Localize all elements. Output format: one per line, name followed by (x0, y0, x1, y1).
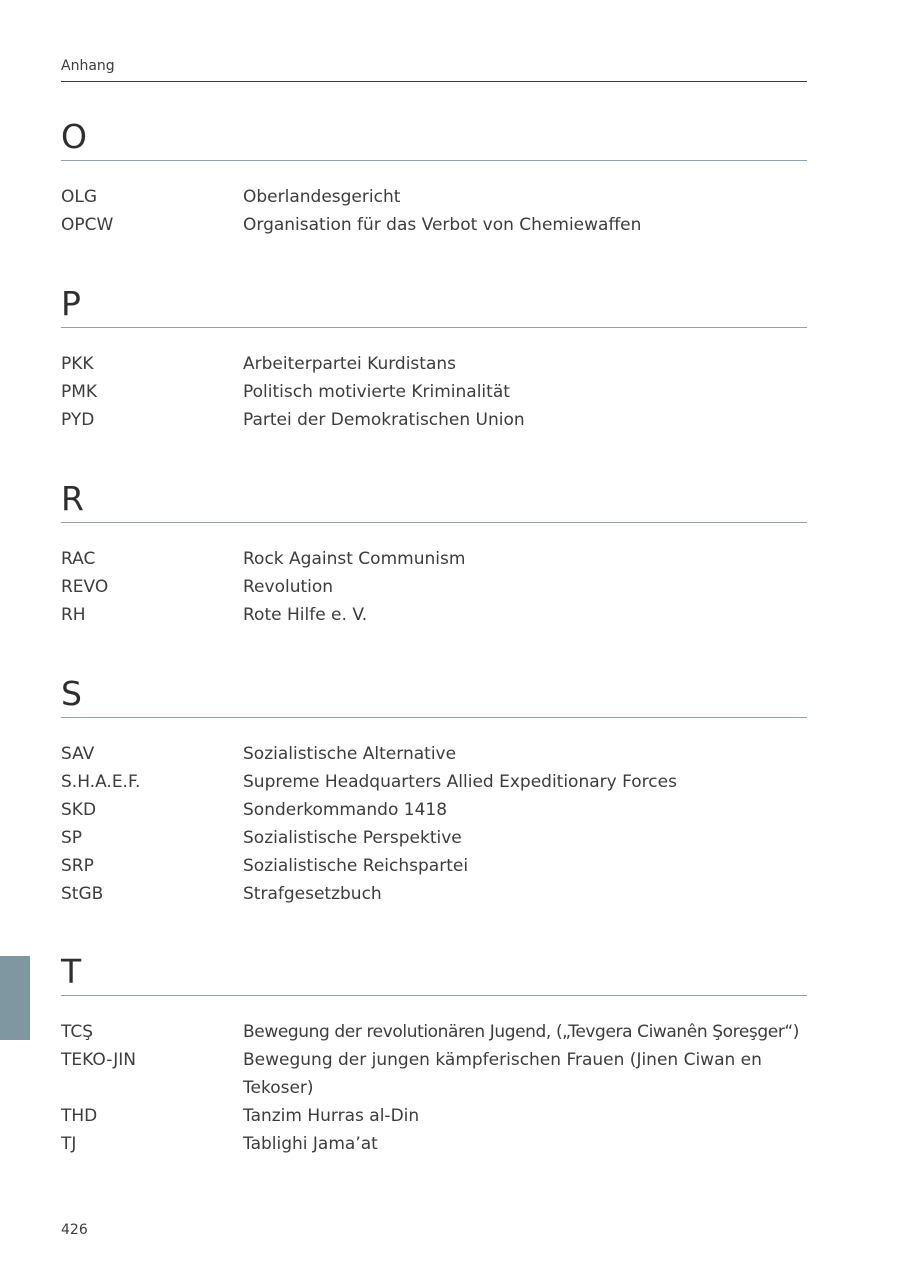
entry-definition: Sozialistische Reichspartei (243, 856, 469, 876)
section-letter: O (61, 117, 87, 156)
entry-definition: Bewegung der jungen kämpferischen Frauen (Jinen Ciwan en Tekoser) (243, 1050, 762, 1098)
entry-list (61, 545, 807, 629)
section-o (61, 117, 807, 239)
entry-definition: Sonderkommando 1418 (243, 800, 448, 820)
entry-row (61, 1046, 807, 1102)
entry-row (61, 796, 807, 824)
section-letter: P (61, 284, 81, 323)
section-letter: S (61, 674, 82, 713)
entry-row (61, 768, 807, 796)
entry-row (61, 350, 807, 378)
entry-abbreviation: PYD (61, 410, 95, 430)
entry-row (61, 824, 807, 852)
entry-definition: Sozialistische Perspektive (243, 828, 462, 848)
entry-list (61, 740, 807, 908)
section-rule (61, 327, 807, 328)
entry-abbreviation: SKD (61, 800, 97, 820)
entry-definition: Strafgesetzbuch (243, 884, 382, 904)
entry-list (61, 183, 807, 239)
entry-abbreviation: SP (61, 828, 83, 848)
entry-definition: Rock Against Communism (243, 549, 466, 569)
entry-abbreviation: SAV (61, 744, 95, 764)
section-p (61, 284, 807, 434)
entry-abbreviation: REVO (61, 577, 109, 597)
section-letter: T (61, 952, 82, 991)
entry-row (61, 545, 807, 573)
section-rule (61, 995, 807, 996)
entry-abbreviation: RAC (61, 549, 96, 569)
entry-definition: Oberlandesgericht (243, 187, 401, 207)
entry-row (61, 1102, 807, 1130)
entry-row (61, 573, 807, 601)
entry-abbreviation: THD (61, 1106, 98, 1126)
entry-abbreviation: TEKO-JIN (61, 1050, 137, 1070)
entry-definition: Organisation für das Verbot von Chemiewaffen (243, 215, 642, 235)
section-rule (61, 160, 807, 161)
entry-list (61, 350, 807, 434)
entry-definition: Revolution (243, 577, 334, 597)
entry-row (61, 601, 807, 629)
entry-abbreviation: PMK (61, 382, 98, 402)
entry-definition: Rote Hilfe e. V. (243, 605, 368, 625)
section-r (61, 479, 807, 629)
entry-row (61, 211, 807, 239)
section-rule (61, 717, 807, 718)
entry-row (61, 852, 807, 880)
page-number: 426 (61, 1222, 88, 1238)
header-rule (61, 81, 807, 82)
section-t (61, 952, 807, 1158)
entry-row (61, 1018, 807, 1046)
entry-row (61, 183, 807, 211)
entry-abbreviation: StGB (61, 884, 104, 904)
entry-row (61, 378, 807, 406)
entry-definition: Partei der Demokratischen Union (243, 410, 525, 430)
running-header: Anhang (61, 58, 115, 74)
entry-abbreviation: OLG (61, 187, 98, 207)
entry-abbreviation: OPCW (61, 215, 114, 235)
entry-abbreviation: TJ (61, 1134, 77, 1154)
entry-definition: Sozialistische Alternative (243, 744, 457, 764)
entry-list (61, 1018, 807, 1158)
entry-row (61, 880, 807, 908)
entry-definition: Tanzim Hurras al-Din (243, 1106, 420, 1126)
chapter-thumb-tab (0, 956, 30, 1040)
entry-definition: Politisch motivierte Kriminalität (243, 382, 510, 402)
section-s (61, 674, 807, 908)
entry-row (61, 406, 807, 434)
entry-abbreviation: SRP (61, 856, 94, 876)
entry-row (61, 740, 807, 768)
section-rule (61, 522, 807, 523)
entry-abbreviation: S.H.A.E.F. (61, 772, 141, 792)
section-letter: R (61, 479, 84, 518)
entry-abbreviation: RH (61, 605, 86, 625)
entry-abbreviation: PKK (61, 354, 94, 374)
entry-definition: Tablighi Jama’at (243, 1134, 378, 1154)
entry-row (61, 1130, 807, 1158)
entry-definition: Bewegung der revolutionären Jugend, („Tevgera Ciwanên Şoreşger“) (243, 1022, 800, 1042)
entry-abbreviation: TCŞ (61, 1022, 94, 1042)
entry-definition: Arbeiterpartei Kurdistans (243, 354, 457, 374)
entry-definition: Supreme Headquarters Allied Expeditionary Forces (243, 772, 677, 792)
